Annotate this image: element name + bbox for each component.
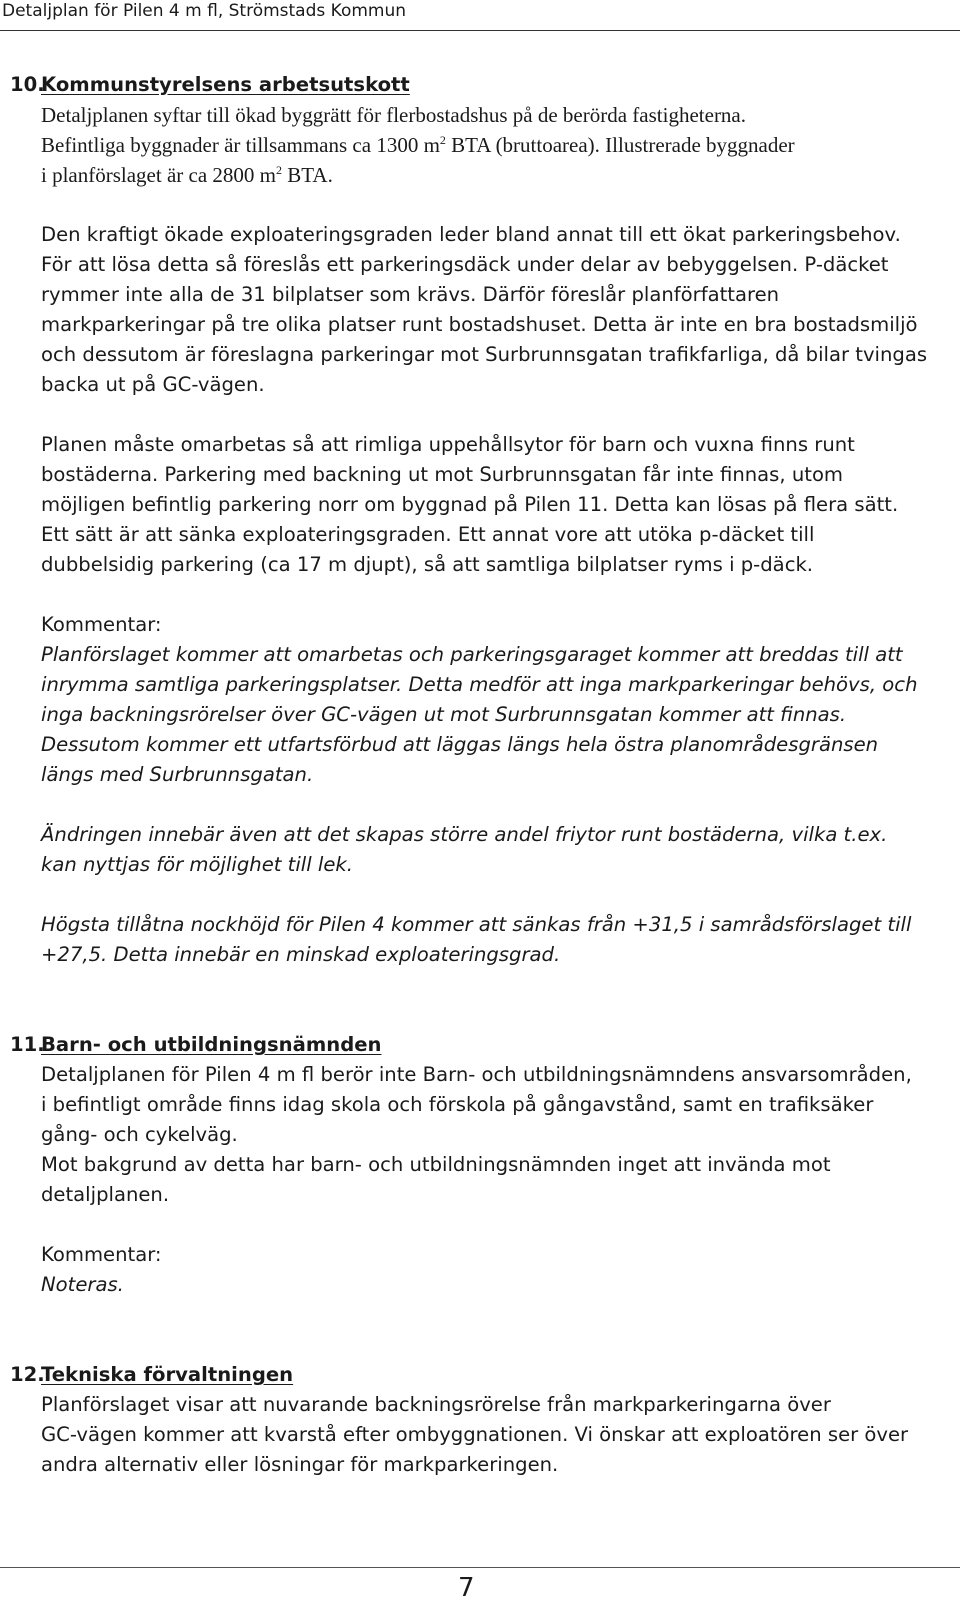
section-title: Tekniska förvaltningen (41, 1363, 294, 1386)
text-line: Ändringen innebär även att det skapas större andel friytor runt bostäderna, vilka t.ex. (41, 823, 888, 846)
text-line: rymmer inte alla de 31 bilplatser som krävs. Därför föreslår planförfattaren (41, 283, 780, 306)
running-header: Detaljplan för Pilen 4 m fl, Strömstads Kommun (2, 1, 407, 21)
section-number: 10. (10, 73, 45, 96)
text-line: andra alternativ eller lösningar för markparkeringen. (41, 1453, 559, 1476)
text-line: i befintligt område finns idag skola och förskola på gångavstånd, samt en trafiksäker (41, 1093, 874, 1116)
text-line: Högsta tillåtna nockhöjd för Pilen 4 kommer att sänkas från +31,5 i samrådsförslaget till (41, 913, 912, 936)
comment-paragraph (41, 820, 931, 880)
section-body (41, 1060, 931, 1300)
superscript: 2 (276, 163, 282, 177)
text-line: Ett sätt är att sänka exploateringsgraden. Ett annat vore att utöka p-däcket till (41, 523, 815, 546)
page-number: 7 (458, 1573, 475, 1603)
paragraph (41, 1390, 931, 1480)
text-line: bostäderna. Parkering med backning ut mot Surbrunnsgatan får inte finnas, utom (41, 463, 844, 486)
text-line: möjligen befintlig parkering norr om byggnad på Pilen 11. Detta kan lösas på flera sätt. (41, 493, 899, 516)
section-title: Kommunstyrelsens arbetsutskott (41, 73, 410, 96)
text-line: Detaljplanen syftar till ökad byggrätt för flerbostadshus på de berörda fastigheterna. (41, 103, 747, 127)
header-divider (0, 30, 960, 31)
section-number: 12. (10, 1363, 45, 1386)
text-line: Dessutom kommer ett utfartsförbud att läggas längs hela östra planområdesgränsen (41, 733, 879, 756)
text-span: Befintliga byggnader är tillsammans ca 1300 m (41, 133, 440, 157)
section-12 (0, 1360, 940, 1480)
section-heading (0, 70, 940, 100)
text-line: backa ut på GC-vägen. (41, 373, 265, 396)
text-span: BTA (bruttoarea). Illustrerade byggnader (445, 133, 795, 157)
text-line: Planförslaget visar att nuvarande backningsrörelse från markparkeringarna över (41, 1393, 831, 1416)
text-line: och dessutom är föreslagna parkeringar mot Surbrunnsgatan trafikfarliga, då bilar tvingas (41, 343, 928, 366)
text-line: inga backningsrörelser över GC-vägen ut mot Surbrunnsgatan kommer att finnas. (41, 703, 847, 726)
text-span: BTA. (282, 163, 333, 187)
section-heading (0, 1030, 940, 1060)
paragraph (41, 430, 931, 580)
section-body (41, 100, 931, 970)
text-line: Detaljplanen för Pilen 4 m fl berör inte Barn- och utbildningsnämndens ansvarsområden, (41, 1063, 912, 1086)
section-number: 11. (10, 1033, 45, 1056)
section-heading (0, 1360, 940, 1390)
text-line: längs med Surbrunnsgatan. (41, 763, 314, 786)
paragraph (41, 1060, 931, 1210)
text-line: inrymma samtliga parkeringsplatser. Detta medför att inga markparkeringar behövs, och (41, 673, 918, 696)
text-line: markparkeringar på tre olika platser runt bostadshuset. Detta är inte en bra bostadsmiljö (41, 313, 918, 336)
text-line: +27,5. Detta innebär en minskad exploateringsgrad. (41, 943, 561, 966)
text-line: gång- och cykelväg. (41, 1123, 238, 1146)
text-line (41, 160, 931, 190)
section-title: Barn- och utbildningsnämnden (41, 1033, 382, 1056)
text-line: Mot bakgrund av detta har barn- och utbildningsnämnden inget att invända mot (41, 1153, 831, 1176)
footer-divider (0, 1567, 960, 1568)
intro-paragraph (41, 100, 931, 190)
text-line: detaljplanen. (41, 1183, 170, 1206)
comment-text: Noteras. (41, 1273, 124, 1296)
text-line: Den kraftigt ökade exploateringsgraden leder bland annat till ett ökat parkeringsbehov. (41, 223, 901, 246)
section-11 (0, 1030, 940, 1300)
text-line: För att lösa detta så föreslås ett parkeringsdäck under delar av bebyggelsen. P-däcket (41, 253, 889, 276)
superscript: 2 (439, 133, 446, 147)
section-body (41, 1390, 931, 1480)
comment-paragraph (41, 640, 931, 790)
comment-label: Kommentar: (41, 1243, 162, 1266)
text-line: dubbelsidig parkering (ca 17 m djupt), så att samtliga bilplatser ryms i p-däck. (41, 553, 814, 576)
text-line: Planförslaget kommer att omarbetas och parkeringsgaraget kommer att breddas till att (41, 643, 903, 666)
text-line: kan nyttjas för möjlighet till lek. (41, 853, 353, 876)
text-line: GC-vägen kommer att kvarstå efter ombyggnationen. Vi önskar att exploatören ser över (41, 1423, 909, 1446)
comment-paragraph (41, 910, 931, 970)
paragraph (41, 220, 931, 400)
section-10 (0, 70, 940, 970)
text-line: Planen måste omarbetas så att rimliga uppehållsytor för barn och vuxna finns runt (41, 433, 855, 456)
comment-label: Kommentar: (41, 613, 162, 636)
text-line (41, 130, 931, 160)
text-span: i planförslaget är ca 2800 m (41, 163, 276, 187)
